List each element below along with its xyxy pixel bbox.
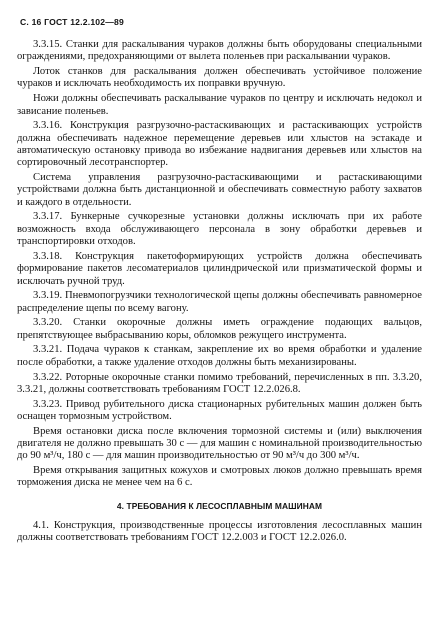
section-title: 4. ТРЕБОВАНИЯ К ЛЕСОСПЛАВНЫМ МАШИНАМ <box>116 500 323 511</box>
paragraph-knives: Ножи должны обеспечивать раскалывание чураков по центру и исключать недокол и зависание поленьев. <box>17 93 422 117</box>
paragraph-3-3-16: 3.3.16. Конструкция разгрузочно-растаскивающих и растаскивающих устройств должна обеспечивать надежное перемещение деревьев или хлыстов на эстакаде и автоматическую остановку привода во избежание надвигания деревьев или хлыстов на сортировочный лесотранспортер. <box>17 120 422 169</box>
paragraph-3-3-21: 3.3.21. Подача чураков к станкам, закрепление их во время обработки и удаление после обработки, а также удаление отходов должны быть механизированы. <box>17 344 422 368</box>
paragraph-3-3-19: 3.3.19. Пневмопогрузчики технологической щепы должны обеспечивать равномерное распределение щепы по всему вагону. <box>17 290 422 314</box>
paragraph-3-3-15: 3.3.15. Станки для раскалывания чураков должны быть оборудованы специальными ограждениями, предохраняющими от вылета поленьев при раскалывании чураков. <box>17 39 422 63</box>
paragraph-control-system: Система управления разгрузочно-растаскивающими и растаскивающими устройствами должна быть дистанционной и обеспечивать совместную работу захватов и каждого в отдельности. <box>17 172 422 208</box>
paragraph-3-3-22: 3.3.22. Роторные окорочные станки помимо требований, перечисленных в пп. 3.3.20, 3.3.21, должны соответствовать требованиям ГОСТ 12.2.026.8. <box>17 371 422 395</box>
paragraph-3-3-17: 3.3.17. Бункерные сучкорезные установки должны исключать при их работе возможность входа обслуживающего персонала в зону обработки деревьев и транспортировки отходов. <box>17 211 422 248</box>
paragraph-opening-time: Время открывания защитных кожухов и смотровых люков должно превышать время торможения диска не менее чем на 6 с. <box>17 465 422 489</box>
paragraph-stop-time: Время остановки диска после включения тормозной системы и (или) выключения двигателя не должно превышать 30 с — для машин с номинальной производительностью до 90 м³/ч, 180 с — для машин производительностью от 90 м³/ч до 300 м³/ч. <box>17 425 422 462</box>
paragraph-3-3-23: 3.3.23. Привод рубительного диска стационарных рубительных машин должен быть оснащен тормозным устройством. <box>17 398 422 422</box>
paragraph-tray: Лоток станков для раскалывания должен обеспечивать устойчивое положение чураков и исключать необходимость их поправки вручную. <box>17 66 422 90</box>
paragraph-3-3-18: 3.3.18. Конструкция пакетоформирующих устройств должна обеспечивать формирование пакетов лесоматериалов цилиндрической или призматической формы и исключать ручной труд. <box>17 250 422 287</box>
paragraph-3-3-20: 3.3.20. Станки окорочные должны иметь ограждение подающих вальцов, препятствующее выбрасыванию коры, обломков режущего инструмента. <box>17 317 422 341</box>
page-header: С. 16 ГОСТ 12.2.102—89 <box>20 17 125 27</box>
paragraph-4-1: 4.1. Конструкция, производственные процессы изготовления лесосплавных машин должны соответствовать требованиям ГОСТ 12.2.003 и ГОСТ 12.2.026.0. <box>17 520 422 544</box>
page-body <box>17 39 422 545</box>
